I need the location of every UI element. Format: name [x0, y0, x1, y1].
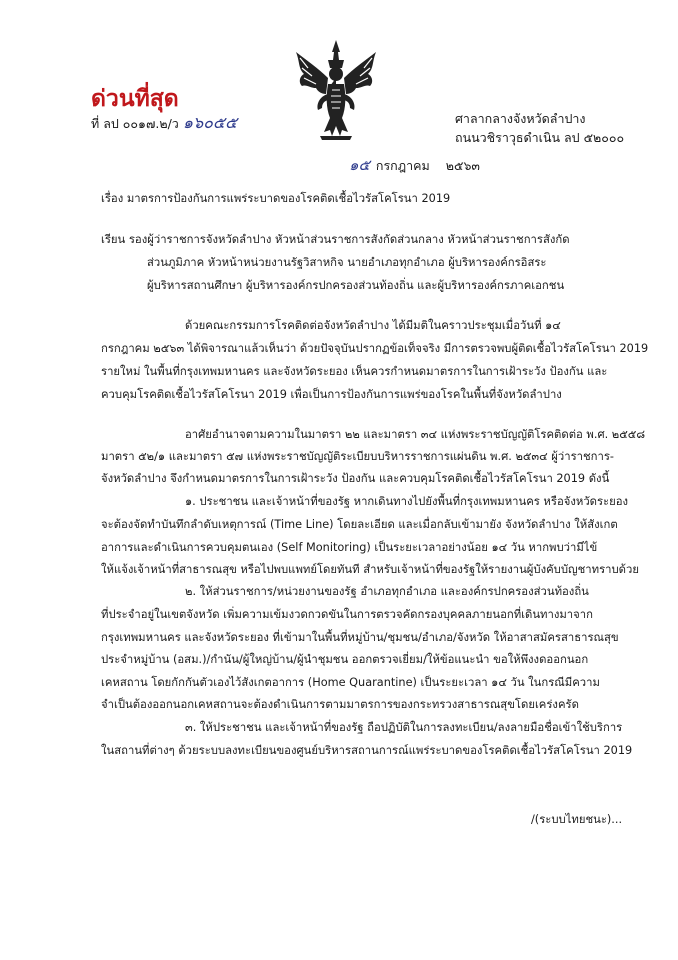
sender-address-line: ถนนวชิราวุธดำเนิน ลป ๕๒๐๐๐	[455, 130, 625, 145]
reference-handwritten-number: ๑๖๐๕๕	[182, 113, 238, 132]
measure-item-line: ให้แจ้งเจ้าหน้าที่สาธารณสุข หรือไปพบแพทย์โดยทันที สำหรับเจ้าหน้าที่ของรัฐให้รายงานผู้บังคับบัญชาทราบด้วย	[101, 563, 639, 576]
subject-line: เรื่อง มาตรการป้องกันการแพร่ระบาดของโรคติดเชื้อไวรัสโคโรนา 2019	[101, 192, 451, 205]
reference-prefix: ที่ ลป ๐๐๑๗.๒/ว	[91, 116, 179, 131]
measure-item-line: จะต้องจัดทำบันทึกลำดับเหตุการณ์ (Time Line) โดยละเอียด และเมื่อกลับเข้ามายัง จังหวัดลำปาง ให้สังเกต	[101, 518, 618, 531]
body-line: ควบคุมโรคติดเชื้อไวรัสโคโรนา 2019 เพื่อเป็นการป้องกันการแพร่ของโรคในพื้นที่จังหวัดลำปาง	[101, 388, 562, 401]
body-line: อาศัยอำนาจตามความในมาตรา ๒๒ และมาตรา ๓๔ แห่งพระราชบัญญัติโรคติดต่อ พ.ศ. ๒๕๕๘	[185, 428, 646, 441]
measure-item-line: ๒. ให้ส่วนราชการ/หน่วยงานของรัฐ อำเภอทุกอำเภอ และองค์กรปกครองส่วนท้องถิ่น	[185, 585, 589, 598]
measure-item-line: ในสถานที่ต่างๆ ด้วยระบบลงทะเบียนของศูนย์บริหารสถานการณ์แพร่ระบาดของโรคติดเชื้อไวรัสโคโรนา 2019	[101, 744, 633, 757]
measure-item-line: อาการและดำเนินการควบคุมตนเอง (Self Monitoring) เป็นระยะเวลาอย่างน้อย ๑๔ วัน หากพบว่ามีไข้	[101, 541, 598, 554]
date-month: กรกฎาคม	[375, 158, 430, 173]
measure-item-line: กรุงเทพมหานคร และจังหวัดระยอง ที่เข้ามาในพื้นที่หมู่บ้าน/ชุมชน/อำเภอ/จังหวัด ให้อาสาสมัครสาธารณสุข	[101, 631, 619, 644]
document-date	[349, 157, 480, 174]
sender-address-line: ศาลากลางจังหวัดลำปาง	[455, 111, 586, 126]
salutation-line: ผู้บริหารสถานศึกษา ผู้บริหารองค์กรปกครองส่วนท้องถิ่น และผู้บริหารองค์กรภาคเอกชน	[147, 279, 565, 292]
salutation-line: เรียน รองผู้ว่าราชการจังหวัดลำปาง หัวหน้าส่วนราชการสังกัดส่วนกลาง หัวหน้าส่วนราชการสังกัด	[101, 233, 570, 246]
date-year: ๒๕๖๓	[445, 158, 480, 173]
urgency-stamp: ด่วนที่สุด	[91, 86, 179, 112]
garuda-emblem-icon	[290, 38, 382, 142]
body-line: รายใหม่ ในพื้นที่กรุงเทพมหานคร และจังหวัดระยอง เห็นควรกำหนดมาตรการในการเฝ้าระวัง ป้องกัน และ	[101, 365, 608, 378]
reference-number	[91, 115, 237, 132]
measure-item-line: ๓. ให้ประชาชน และเจ้าหน้าที่ของรัฐ ถือปฏิบัติในการลงทะเบียน/ลงลายมือชื่อเข้าใช้บริการ	[185, 721, 623, 734]
measure-item-line: เคหสถาน โดยกักกันตัวเองไว้สังเกตอาการ (Home Quarantine) เป็นระยะเวลา ๑๔ วัน ในกรณีมีความ	[101, 676, 600, 689]
body-line: กรกฎาคม ๒๕๖๓ ได้พิจารณาแล้วเห็นว่า ด้วยปัจจุบันปรากฏข้อเท็จจริง มีการตรวจพบผู้ติดเชื้อไวรัสโคโรนา 2019	[101, 342, 649, 355]
body-line: จังหวัดลำปาง จึงกำหนดมาตรการในการเฝ้าระวัง ป้องกัน และควบคุมโรคติดเชื้อไวรัสโคโรนา 2019 ดังนี้	[101, 472, 610, 485]
body-line: มาตรา ๕๒/๑ และมาตรา ๕๗ แห่งพระราชบัญญัติระเบียบบริหารราชการแผ่นดิน พ.ศ. ๒๕๓๔ ผู้ว่าราชการ-	[101, 450, 615, 463]
measure-item-line: ๑. ประชาชน และเจ้าหน้าที่ของรัฐ หากเดินทางไปยังพื้นที่กรุงเทพมหานคร หรือจังหวัดระยอง	[185, 495, 629, 508]
body-line: ด้วยคณะกรรมการโรคติดต่อจังหวัดลำปาง ได้มีมติในคราวประชุมเมื่อวันที่ ๑๔	[185, 319, 561, 332]
measure-item-line: จำเป็นต้องออกนอกเคหสถานจะต้องดำเนินการตามมาตรการของกระทรวงสาธารณสุขโดยเคร่งครัด	[101, 698, 579, 711]
measure-item-line: ประจำหมู่บ้าน (อสม.)/กำนัน/ผู้ใหญ่บ้าน/ผู้นำชุมชน ออกตรวจเยี่ยม/ให้ข้อแนะนำ ขอให้พึงงดออกนอก	[101, 653, 589, 666]
date-day: ๑๕	[349, 156, 370, 174]
salutation-line: ส่วนภูมิภาค หัวหน้าหน่วยงานรัฐวิสาหกิจ นายอำเภอทุกอำเภอ ผู้บริหารองค์กรอิสระ	[147, 256, 547, 269]
continuation-marker: /(ระบบไทยชนะ)...	[531, 813, 623, 826]
measure-item-line: ที่ประจำอยู่ในเขตจังหวัด เพิ่มความเข้มงวดกวดขันในการตรวจคัดกรองบุคคลภายนอกที่เดินทางมาจาก	[101, 608, 593, 621]
